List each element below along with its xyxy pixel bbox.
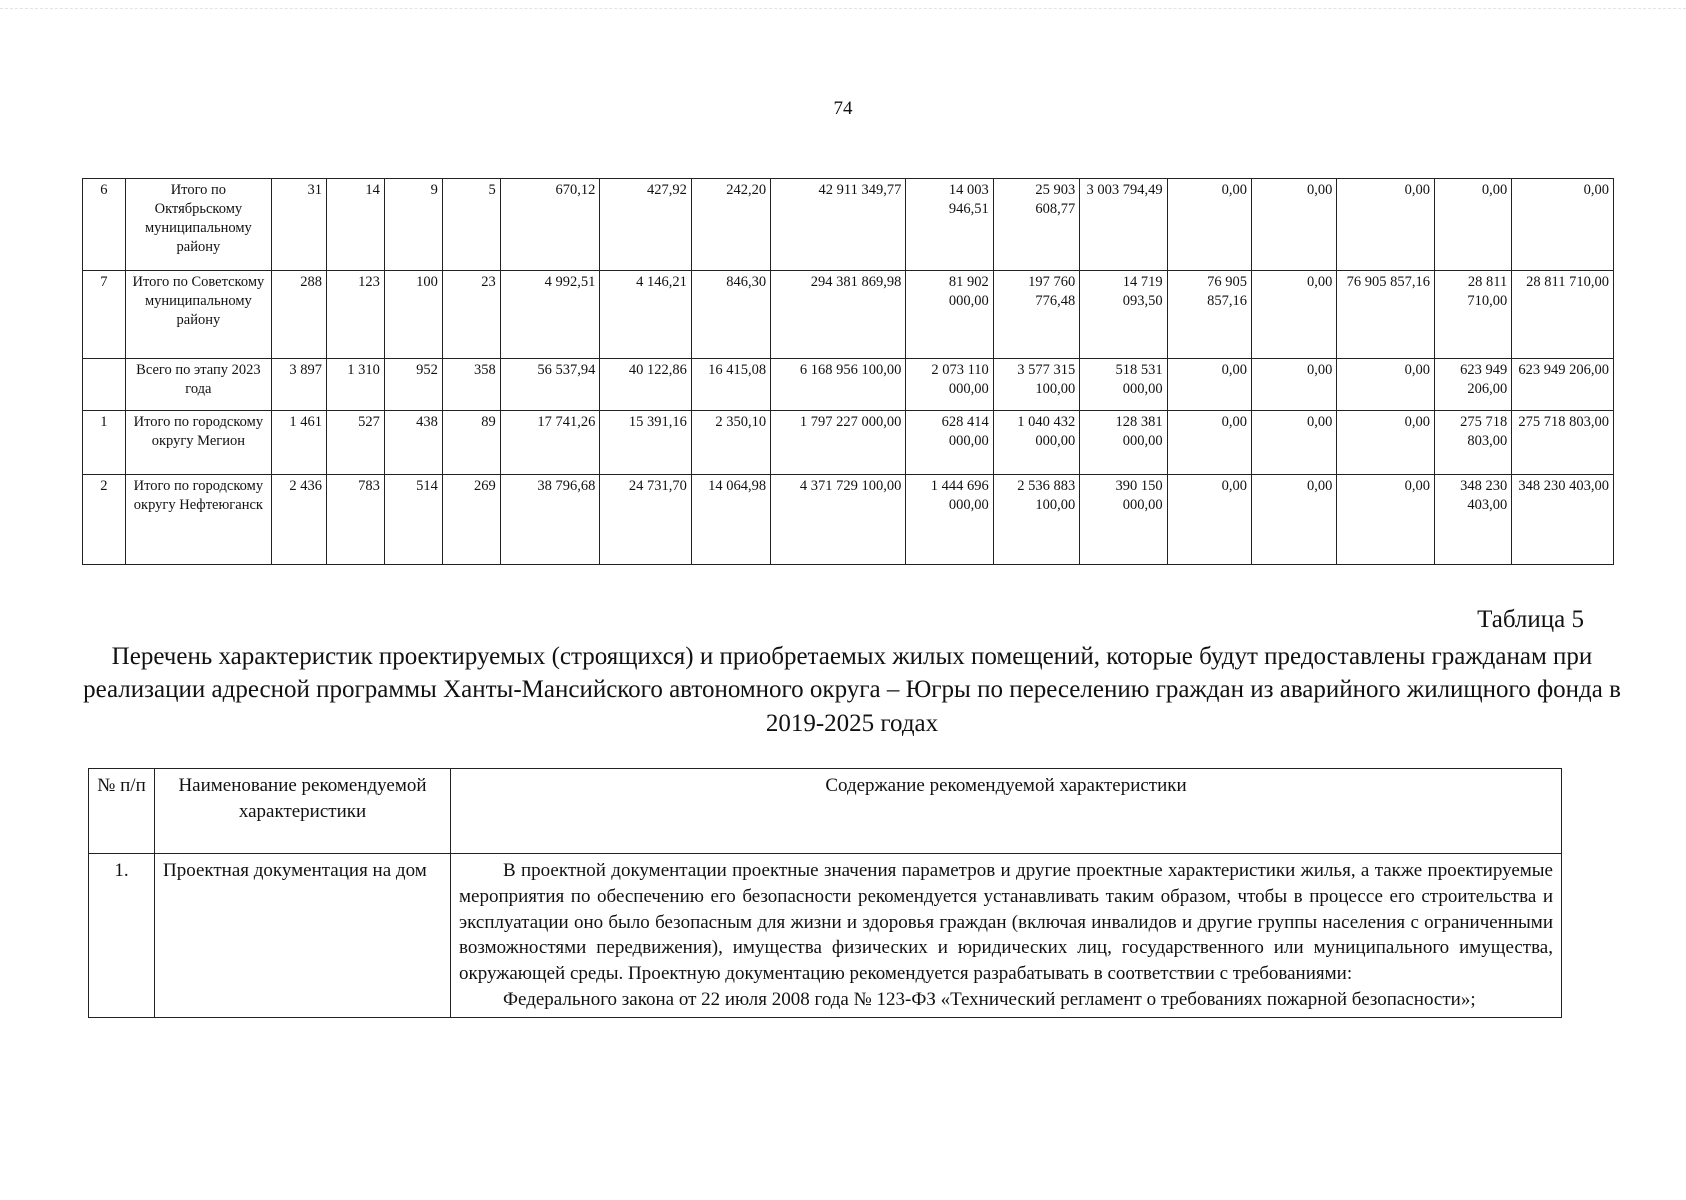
stats-cell: 4 146,21 <box>600 271 691 359</box>
stats-cell: 518 531 000,00 <box>1080 359 1167 411</box>
stats-cell: 40 122,86 <box>600 359 691 411</box>
stats-row-name: Всего по этапу 2023 года <box>125 359 271 411</box>
stats-cell: 242,20 <box>691 179 770 271</box>
stats-cell: 2 073 110 000,00 <box>906 359 993 411</box>
stats-cell: 0,00 <box>1251 411 1336 475</box>
stats-row <box>83 359 1614 411</box>
stats-cell: 427,92 <box>600 179 691 271</box>
header-name: Наименование рекомендуемой характеристики <box>155 769 451 854</box>
characteristics-row <box>89 854 1562 1018</box>
stats-cell: 0,00 <box>1167 359 1251 411</box>
stats-cell: 0,00 <box>1337 359 1435 411</box>
stats-row <box>83 411 1614 475</box>
stats-cell: 31 <box>272 179 327 271</box>
stats-cell: 4 992,51 <box>500 271 600 359</box>
stats-cell: 0,00 <box>1434 179 1511 271</box>
stats-cell: 17 741,26 <box>500 411 600 475</box>
stats-cell: 294 381 869,98 <box>771 271 906 359</box>
stats-row <box>83 271 1614 359</box>
stats-cell: 846,30 <box>691 271 770 359</box>
stats-cell: 3 577 315 100,00 <box>993 359 1079 411</box>
stats-cell: 76 905 857,16 <box>1167 271 1251 359</box>
stats-row <box>83 475 1614 565</box>
stats-cell: 28 811 710,00 <box>1434 271 1511 359</box>
header-number: № п/п <box>89 769 155 854</box>
stats-cell: 89 <box>442 411 500 475</box>
stats-cell: 390 150 000,00 <box>1080 475 1167 565</box>
stats-cell: 0,00 <box>1251 271 1336 359</box>
stats-cell: 0,00 <box>1337 475 1435 565</box>
stats-cell: 6 168 956 100,00 <box>771 359 906 411</box>
stats-cell: 24 731,70 <box>600 475 691 565</box>
stats-cell: 358 <box>442 359 500 411</box>
stats-cell: 100 <box>384 271 442 359</box>
stats-cell: 81 902 000,00 <box>906 271 993 359</box>
stats-cell: 76 905 857,16 <box>1337 271 1435 359</box>
stats-cell: 275 718 803,00 <box>1512 411 1614 475</box>
stats-cell: 14 003 946,51 <box>906 179 993 271</box>
stats-cell: 28 811 710,00 <box>1512 271 1614 359</box>
stats-cell: 0,00 <box>1167 411 1251 475</box>
page-number: 74 <box>833 98 853 119</box>
stats-cell: 0,00 <box>1337 179 1435 271</box>
stats-cell: 952 <box>384 359 442 411</box>
stats-cell: 1 444 696 000,00 <box>906 475 993 565</box>
stats-cell: 1 797 227 000,00 <box>771 411 906 475</box>
stats-cell: 0,00 <box>1512 179 1614 271</box>
stats-cell: 783 <box>326 475 384 565</box>
stats-cell: 2 536 883 100,00 <box>993 475 1079 565</box>
stats-row-name: Итого по Октябрьскому муниципальному району <box>125 179 271 271</box>
content-paragraph-2: Федерального закона от 22 июля 2008 года № 123-ФЗ «Технический регламент о требованиях пожарной безопасности»; <box>503 989 1476 1011</box>
stats-row-name: Итого по Советскому муниципальному району <box>125 271 271 359</box>
stats-cell: 623 949 206,00 <box>1512 359 1614 411</box>
stats-cell: 670,12 <box>500 179 600 271</box>
stats-row <box>83 179 1614 271</box>
stats-cell: 14 719 093,50 <box>1080 271 1167 359</box>
characteristics-header-row <box>89 769 1562 854</box>
stats-cell: 0,00 <box>1167 179 1251 271</box>
stats-cell: 1 461 <box>272 411 327 475</box>
stats-cell: 0,00 <box>1337 411 1435 475</box>
stats-cell: 5 <box>442 179 500 271</box>
row-characteristic-name: Проектная документация на дом <box>155 854 451 1018</box>
stats-cell: 23 <box>442 271 500 359</box>
resettlement-stats-table <box>82 178 1614 565</box>
stats-cell: 197 760 776,48 <box>993 271 1079 359</box>
stats-row-name: Итого по городскому округу Нефтеюганск <box>125 475 271 565</box>
stats-cell: 4 371 729 100,00 <box>771 475 906 565</box>
stats-cell: 0,00 <box>1251 179 1336 271</box>
table-label: Таблица 5 <box>1477 606 1584 633</box>
stats-cell: 38 796,68 <box>500 475 600 565</box>
stats-cell: 16 415,08 <box>691 359 770 411</box>
stats-cell: 288 <box>272 271 327 359</box>
stats-cell: 2 436 <box>272 475 327 565</box>
stats-cell: 275 718 803,00 <box>1434 411 1511 475</box>
stats-cell: 123 <box>326 271 384 359</box>
stats-cell: 25 903 608,77 <box>993 179 1079 271</box>
stats-cell: 1 040 432 000,00 <box>993 411 1079 475</box>
stats-cell: 0,00 <box>1251 359 1336 411</box>
row-number: 1. <box>89 854 155 1018</box>
stats-cell: 14 <box>326 179 384 271</box>
stats-cell: 2 350,10 <box>691 411 770 475</box>
stats-cell: 628 414 000,00 <box>906 411 993 475</box>
stats-cell: 15 391,16 <box>600 411 691 475</box>
document-heading: Перечень характеристик проектируемых (строящихся) и приобретаемых жилых помещений, которые будут предоставлены гражданам при реализации адресной программы Ханты-Мансийского автономного округа – Югры по переселению граждан из аварийного жилищного фонда в 2019-2025 годах <box>83 643 1621 737</box>
stats-cell: 3 003 794,49 <box>1080 179 1167 271</box>
header-content: Содержание рекомендуемой характеристики <box>451 769 1562 854</box>
stats-row-number: 2 <box>83 475 126 565</box>
stats-cell: 269 <box>442 475 500 565</box>
stats-cell: 3 897 <box>272 359 327 411</box>
stats-row-number: 6 <box>83 179 126 271</box>
stats-cell: 42 911 349,77 <box>771 179 906 271</box>
stats-row-number: 1 <box>83 411 126 475</box>
stats-row-name: Итого по городскому округу Мегион <box>125 411 271 475</box>
stats-cell: 14 064,98 <box>691 475 770 565</box>
stats-cell: 128 381 000,00 <box>1080 411 1167 475</box>
stats-cell: 348 230 403,00 <box>1434 475 1511 565</box>
row-characteristic-content <box>451 854 1562 1018</box>
stats-cell: 348 230 403,00 <box>1512 475 1614 565</box>
stats-cell: 0,00 <box>1167 475 1251 565</box>
scan-edge-artifact <box>0 8 1686 49</box>
stats-cell: 527 <box>326 411 384 475</box>
stats-cell: 56 537,94 <box>500 359 600 411</box>
stats-cell: 514 <box>384 475 442 565</box>
stats-cell: 438 <box>384 411 442 475</box>
content-paragraph-1: В проектной документации проектные значения параметров и другие проектные характеристики жилья, а также проектируемые мероприятия по обеспечению его безопасности рекомендуется устанавливать таким образом, чтобы в процессе его строительства и эксплуатации оно было безопасным для жизни и здоровья граждан (включая инвалидов и другие группы населения с ограниченными возможностями передвижения), имущества физических и юридических лиц, государственного или муниципального имущества, окружающей среды. Проектную документацию рекомендуется разрабатывать в соответствии с требованиями: <box>459 860 1553 985</box>
stats-cell: 0,00 <box>1251 475 1336 565</box>
stats-row-number: 7 <box>83 271 126 359</box>
stats-row-number <box>83 359 126 411</box>
stats-cell: 1 310 <box>326 359 384 411</box>
characteristics-table <box>88 768 1562 1018</box>
stats-cell: 9 <box>384 179 442 271</box>
stats-cell: 623 949 206,00 <box>1434 359 1511 411</box>
